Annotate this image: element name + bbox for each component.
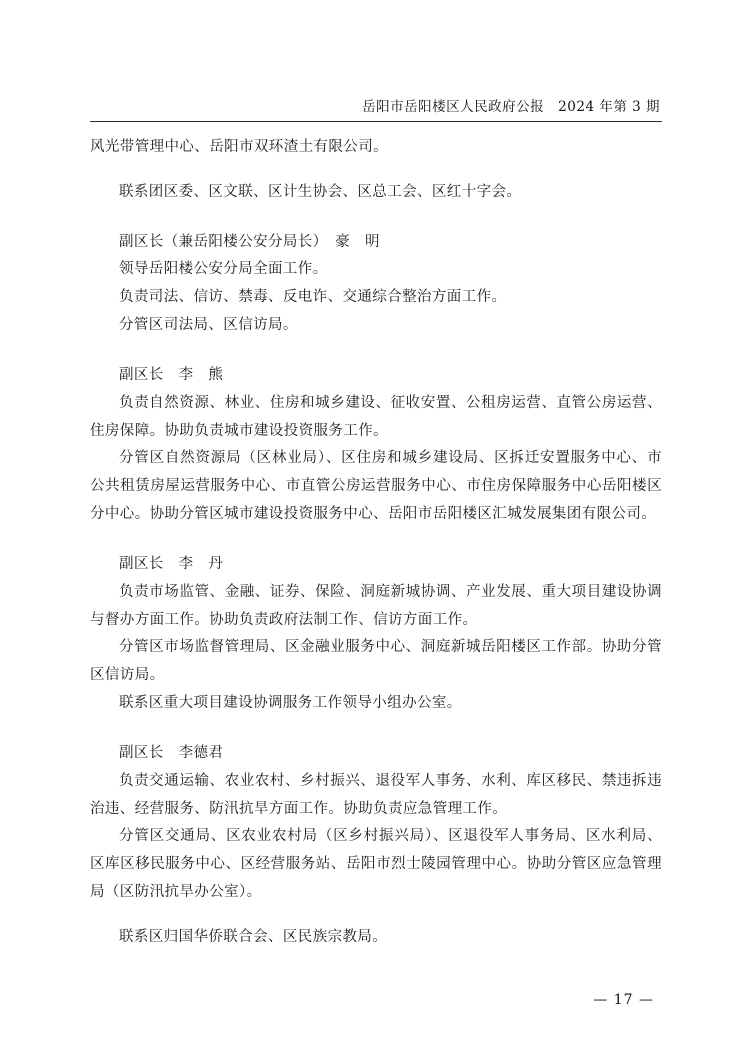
paragraph-li-dan-liaison: 联系区重大项目建设协调服务工作领导小组办公室。 [119, 695, 462, 712]
paragraph-continuation: 风光带管理中心、岳阳市双环渣土有限公司。 [90, 139, 388, 155]
heading-vice-mayor-li-dejun: 副区长 李德君 [119, 744, 224, 761]
paragraph-li-xiong-duty-1: 负责自然资源、林业、住房和城乡建设、征收安置、公租房运营、直管公房运营、住房保障。协助负责城市建设投资服务工作。 [90, 394, 662, 439]
paragraph-hao-ming-duty-2: 负责司法、信访、禁毒、反电诈、交通综合整治方面工作。 [119, 289, 507, 306]
paragraph-li-dan-duty-2: 分管区市场监督管理局、区金融业服务中心、洞庭新城岳阳楼区工作部。协助分管区信访局。 [90, 639, 662, 684]
paragraph-li-dejun-duty-2: 分管区交通局、区农业农村局（区乡村振兴局）、区退役军人事务局、区水利局、区库区移民服务中心、区经营服务站、岳阳市烈士陵园管理中心。协助分管区应急管理局（区防汛抗旱办公室）。 [90, 828, 662, 901]
heading-vice-mayor-li-xiong: 副区长 李 熊 [119, 366, 224, 383]
paragraph-li-dejun-liaison: 联系区归国华侨联合会、区民族宗教局。 [119, 928, 388, 945]
paragraph-hao-ming-duty-3: 分管区司法局、区信访局。 [119, 317, 298, 334]
heading-vice-mayor-hao-ming: 副区长（兼岳阳楼公安分局长） 豪 明 [119, 233, 380, 250]
paragraph-hao-ming-duty-1: 领导岳阳楼公安分局全面工作。 [119, 261, 328, 278]
header-divider [90, 121, 662, 122]
paragraph-li-xiong-duty-2: 分管区自然资源局（区林业局）、区住房和城乡建设局、区拆迁安置服务中心、市公共租赁房屋运营服务中心、市直管公房运营服务中心、市住房保障服务中心岳阳楼区分中心。协助分管区城市建设投资服务中心、岳阳市岳阳楼区汇城发展集团有限公司。 [90, 450, 662, 523]
document-body [90, 134, 662, 952]
page-header: 岳阳市岳阳楼区人民政府公报 2024 年第 3 期 [362, 99, 660, 115]
paragraph-li-dan-duty-1: 负责市场监管、金融、证券、保险、洞庭新城协调、产业发展、重大项目建设协调与督办方面工作。协助负责政府法制工作、信访方面工作。 [90, 583, 662, 628]
paragraph-liaison-1: 联系团区委、区文联、区计生协会、区总工会、区红十字会。 [119, 183, 522, 200]
page-number: — 17 — [593, 992, 654, 1008]
paragraph-li-dejun-duty-1: 负责交通运输、农业农村、乡村振兴、退役军人事务、水利、库区移民、禁违拆违治违、经营服务、防汛抗旱方面工作。协助负责应急管理工作。 [90, 772, 662, 817]
heading-vice-mayor-li-dan: 副区长 李 丹 [119, 555, 224, 572]
